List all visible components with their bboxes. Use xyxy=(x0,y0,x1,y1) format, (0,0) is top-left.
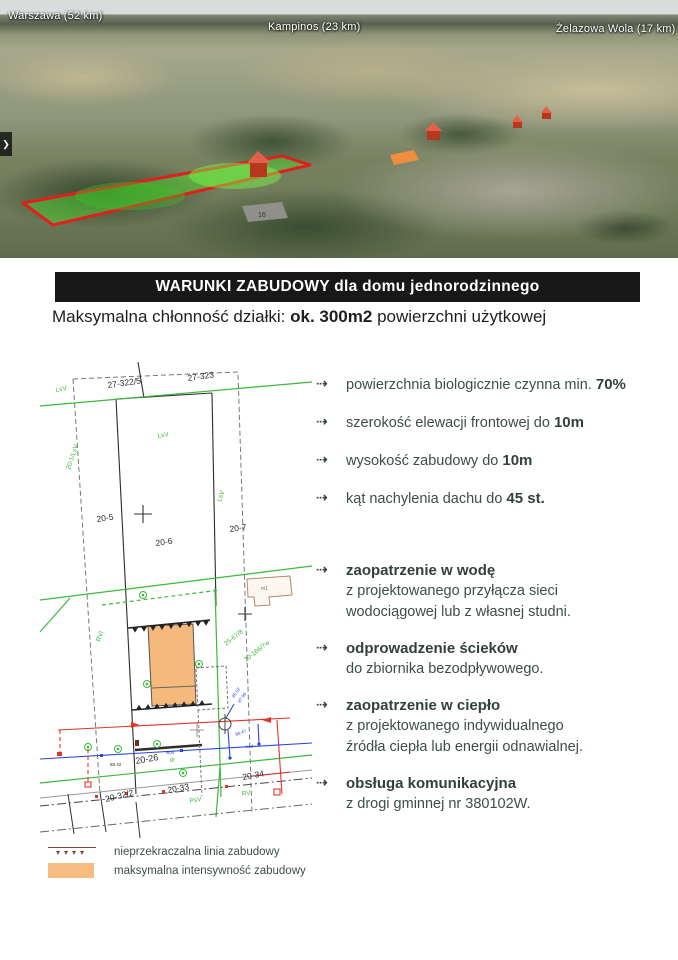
condition-line: wodociągowej lub z własnej studni. xyxy=(346,604,571,620)
list-item xyxy=(316,412,664,434)
photo-overlay xyxy=(0,0,678,258)
plan-aux-dashed xyxy=(196,666,228,796)
conditions-list xyxy=(316,374,664,830)
elevation-label: 89.42 xyxy=(110,762,122,767)
conditions-group-utilities xyxy=(316,560,664,815)
plan-manhole-symbol xyxy=(219,714,231,734)
conditions-group-parameters xyxy=(316,374,664,510)
parcel-label: 20-7 xyxy=(228,521,248,534)
parcel-label: 20-33 xyxy=(166,781,190,795)
subtitle-suffix: powierzchni użytkowej xyxy=(372,307,547,326)
list-item xyxy=(316,488,664,510)
condition-text xyxy=(346,450,532,472)
condition-value: 10m xyxy=(502,452,533,469)
utility-label: wod xyxy=(244,743,254,749)
landuse-label: PsV xyxy=(189,796,203,805)
condition-value: 70% xyxy=(595,376,626,393)
subtitle-prefix: Maksymalna chłonność działki: xyxy=(52,307,291,326)
max-intensity-swatch-icon xyxy=(48,863,94,878)
list-item xyxy=(316,773,664,815)
road-label: dr xyxy=(169,757,176,764)
legend-swatch-wrap xyxy=(48,863,100,878)
parcel-label: 27-322/5 xyxy=(106,375,142,390)
elevation-label: 86.47 xyxy=(234,728,247,737)
list-item xyxy=(316,374,664,396)
elevation-label: 87.96 xyxy=(236,691,248,704)
plan-green-boundary xyxy=(40,382,312,817)
building-m1-label: m1 xyxy=(261,586,268,592)
landuse-label: LsV xyxy=(55,385,68,394)
house-model-1 xyxy=(425,122,442,140)
legend xyxy=(48,846,306,883)
parcel-label: 20-32/2 xyxy=(104,787,135,804)
list-item xyxy=(316,638,664,680)
neighbor-building-outline xyxy=(247,576,292,606)
parcel-label: 20-166/7w xyxy=(242,639,272,664)
condition-title: obsługa komunikacyjna xyxy=(346,775,517,792)
dashed-arrow-icon: ⇢ xyxy=(316,490,328,506)
legend-label: nieprzekraczalna linia zabudowy xyxy=(114,846,280,858)
roof-number: 16 xyxy=(258,212,266,219)
legend-swatch-wrap xyxy=(48,847,100,858)
legend-label: maksymalna intensywność zabudowy xyxy=(114,864,306,877)
orange-pad xyxy=(390,150,419,165)
house-model-2 xyxy=(512,115,523,128)
condition-line: źródła ciepła lub energii odnawialnej. xyxy=(346,739,583,755)
aerial-photo xyxy=(0,0,678,258)
building-line-swatch-icon: ▾▾▾▾ xyxy=(48,847,96,858)
condition-title: odprowadzenie ścieków xyxy=(346,640,518,657)
neighbor-roof xyxy=(242,202,288,222)
dashed-arrow-icon: ⇢ xyxy=(316,376,328,392)
condition-text xyxy=(346,488,545,510)
dashed-arrow-icon: ⇢ xyxy=(316,414,328,430)
condition-title: zaopatrzenie w ciepło xyxy=(346,697,501,714)
parcel-label: 25-67/8 xyxy=(222,628,245,648)
parcel-label: 27-323 xyxy=(186,369,215,383)
parcel-label: 20-5 xyxy=(95,511,115,524)
condition-title: zaopatrzenie w wodę xyxy=(346,562,496,579)
condition-block xyxy=(346,560,571,623)
parcel-label: 20-34 xyxy=(241,768,265,782)
condition-line: do zbiornika bezodpływowego. xyxy=(346,661,544,677)
condition-text xyxy=(346,412,584,434)
elevation-label: 85.02 xyxy=(230,686,242,699)
title-banner: WARUNKI ZABUDOWY dla domu jednorodzinnego xyxy=(55,272,640,302)
dashed-arrow-icon: ⇢ xyxy=(316,775,328,791)
condition-line: z drogi gminnej nr 380102W. xyxy=(346,796,531,812)
prev-slide-arrow-icon[interactable]: ❯ xyxy=(0,132,12,156)
parcel-label: 20-6 xyxy=(154,535,174,548)
condition-line: z projektowanego przyłącza sieci xyxy=(346,583,558,599)
legend-item-max-intensity xyxy=(48,863,306,878)
condition-label: powierzchnia biologicznie czynna min. xyxy=(346,377,596,393)
condition-label: kąt nachylenia dachu do xyxy=(346,491,507,507)
plan-parcel-boundary xyxy=(116,362,216,794)
condition-block xyxy=(346,773,531,815)
condition-block xyxy=(346,695,583,758)
landuse-label: RVI xyxy=(95,630,106,643)
list-item xyxy=(316,560,664,623)
landuse-label: RV xyxy=(241,789,252,798)
plan-water-line xyxy=(40,704,312,760)
location-label-warszawa: Warszawa (52 km) xyxy=(8,10,103,22)
location-label-kampinos: Kampinos (23 km) xyxy=(268,21,361,33)
capacity-subtitle xyxy=(52,307,652,327)
condition-line: z projektowanego indywidualnego xyxy=(346,718,564,734)
site-plan xyxy=(40,362,312,840)
dashed-arrow-icon: ⇢ xyxy=(316,697,328,713)
subtitle-bold: ok. 300m2 xyxy=(290,307,373,326)
dashed-arrow-icon: ⇢ xyxy=(316,452,328,468)
house-model-3 xyxy=(541,106,552,119)
landuse-label: LsV xyxy=(216,489,227,503)
condition-label: szerokość elewacji frontowej do xyxy=(346,415,554,431)
landuse-label: 20-1/LsV xyxy=(65,443,80,471)
utility-label: wod xyxy=(165,749,175,755)
condition-value: 45 st. xyxy=(506,490,545,507)
parcel-label: 20-26 xyxy=(134,752,160,766)
plan-brown-marker xyxy=(135,740,139,746)
dashed-arrow-icon: ⇢ xyxy=(316,640,328,656)
landuse-label: LsV xyxy=(157,431,170,440)
list-item xyxy=(316,695,664,758)
legend-item-building-line xyxy=(48,846,306,858)
condition-block xyxy=(346,638,544,680)
dashed-arrow-icon: ⇢ xyxy=(316,562,328,578)
condition-text xyxy=(346,374,626,396)
condition-label: wysokość zabudowy do xyxy=(346,453,503,469)
max-intensity-area xyxy=(148,624,196,706)
list-item xyxy=(316,450,664,472)
location-label-zelazowa-wola: Żelazowa Wola (17 km) xyxy=(556,23,676,35)
condition-value: 10m xyxy=(553,414,584,431)
plan-landuse-labels xyxy=(55,385,271,805)
